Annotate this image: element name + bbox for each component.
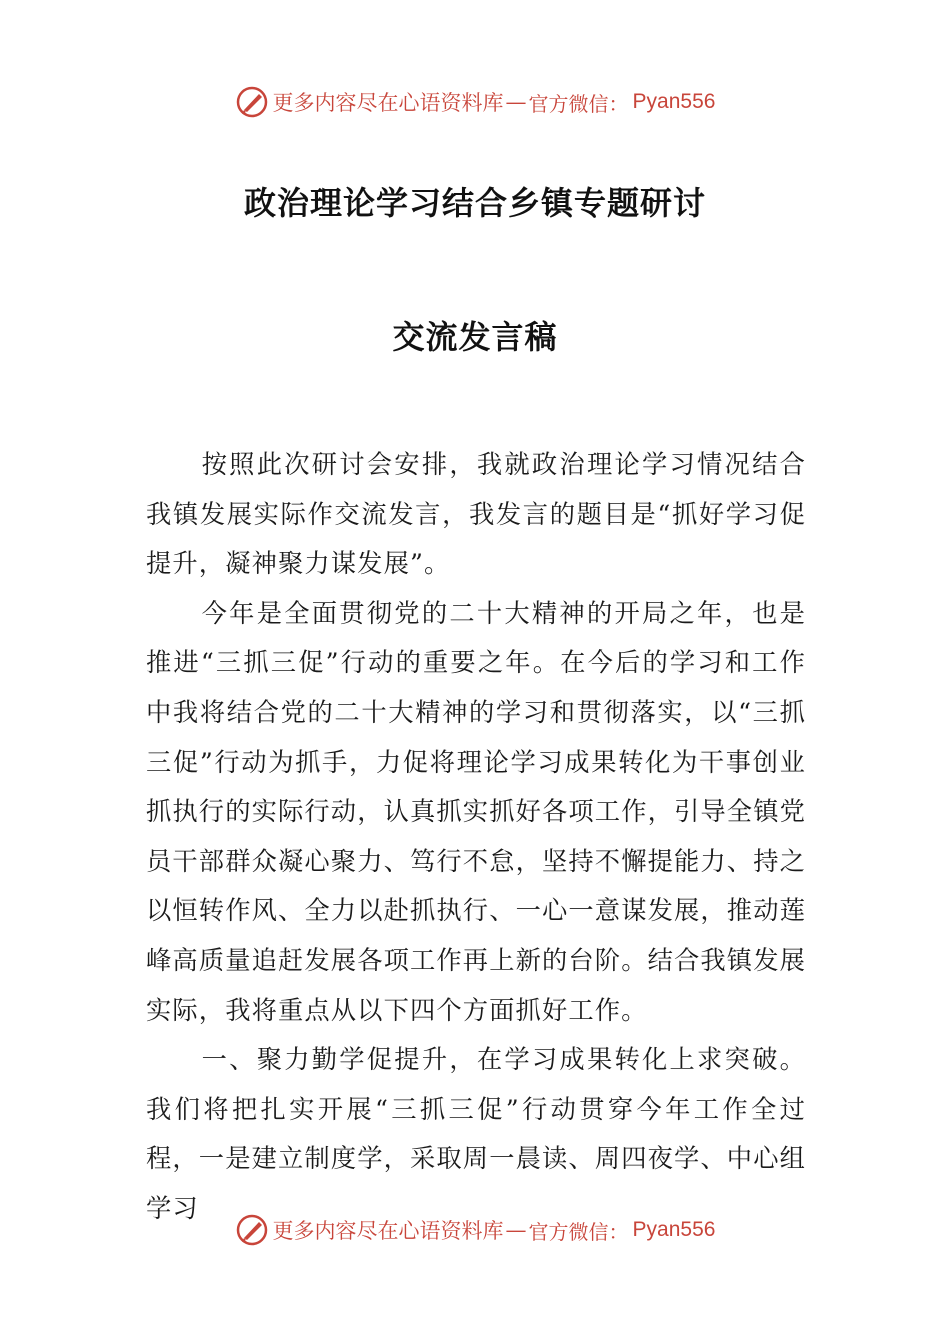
paragraph: 按照此次研讨会安排，我就政治理论学习情况结合我镇发展实际作交流发言，我发言的题目是“抓好学习促提升，凝神聚力谋发展”。 [146,450,806,579]
watermark-separator: — [505,1218,527,1242]
watermark-wechat-id: Pyan556 [632,1218,716,1241]
watermark-wechat-id: Pyan556 [632,90,716,113]
document-title-line2: 交流发言稿 [392,318,558,356]
pen-logo-icon [235,85,269,119]
paragraph: 今年是全面贯彻党的二十大精神的开局之年，也是推进“三抓三促”行动的重要之年。在今后的学习和工作中我将结合党的二十大精神的学习和贯彻落实，以“三抓三促”行动为抓手，力促将理论学习成果转化为干事创业抓执行的实际行动，认真抓实抓好各项工作，引导全镇党员干部群众凝心聚力、笃行不怠，坚持不懈提能力、持之以恒转作风、全力以赴抓执行、一心一意谋发展，推动莲峰高质量追赶发展各项工作再上新的台阶。结合我镇发展实际，我将重点从以下四个方面抓好工作。 [146,598,806,1025]
pen-logo-icon [235,1213,269,1247]
watermark-text: 更多内容尽在心语资料库 [272,91,504,115]
watermark-wechat-label: 官方微信： [528,1219,629,1244]
watermark-banner-top [0,82,950,122]
watermark-wechat-label: 官方微信： [528,91,629,116]
document-body [146,440,806,1234]
watermark-separator: — [505,90,527,114]
document-title-line1: 政治理论学习结合乡镇专题研讨 [243,184,706,222]
watermark-banner-bottom [0,1210,950,1250]
watermark-text: 更多内容尽在心语资料库 [272,1219,504,1243]
paragraph: 一、聚力勤学促提升，在学习成果转化上求突破。我们将把扎实开展“三抓三促”行动贯穿今年工作全过程，一是建立制度学，采取周一晨读、周四夜学、中心组学习 [146,1045,806,1223]
